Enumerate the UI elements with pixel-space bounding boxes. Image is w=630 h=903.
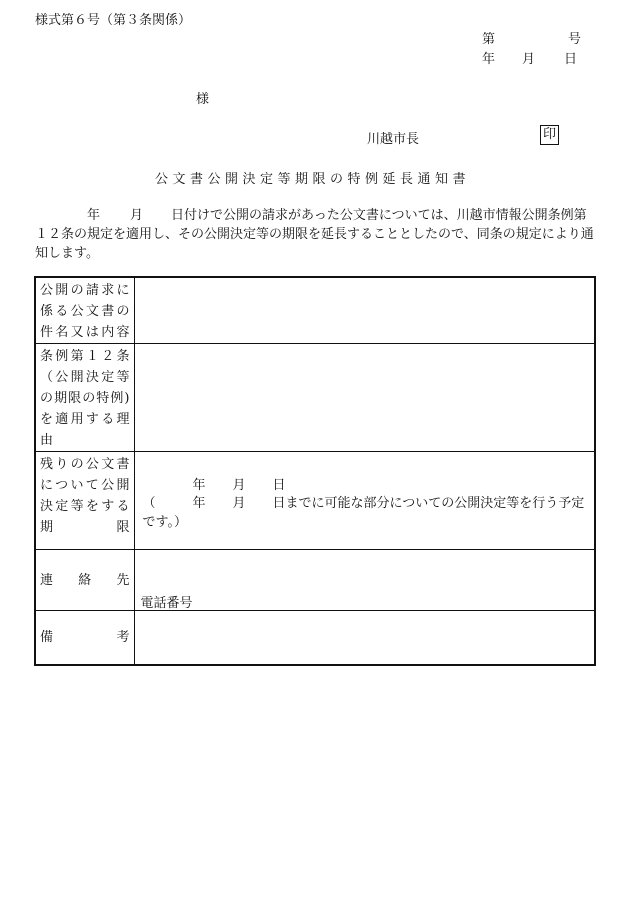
document-subject-field[interactable]	[134, 277, 595, 344]
phone-label: 電話番号	[140, 596, 193, 611]
issue-date-line	[482, 48, 577, 67]
date-month: 月	[522, 52, 536, 67]
row-label-extension-reason: 条例第１２条 （公開決定等 の期限の特例) を適用する理由	[35, 344, 134, 452]
issuer-title: 川越市長	[367, 132, 420, 147]
deadline-partial-text: （ 年 月 日までに可能な部分についての公開決定等を行う予定です。）	[142, 496, 585, 530]
document-number-line	[482, 28, 581, 47]
table-row	[35, 611, 595, 666]
body-text: 日付けで公開の請求があった公文書については、川越市情報公開条例第１２条の規定を適用し、その公開決定等の期限を延長することとしたので、同条の規定により通知します。	[35, 208, 594, 261]
deadline-field[interactable]	[134, 452, 595, 550]
notice-table	[34, 276, 596, 666]
extension-reason-field[interactable]	[134, 344, 595, 452]
row-label-deadline: 残りの公文書 について公開 決定等をする 期 限	[35, 452, 134, 550]
row-label-document-subject: 公開の請求に 係る公文書の 件名又は内容	[35, 277, 134, 344]
number-prefix: 第	[482, 32, 496, 47]
deadline-date: 年 月 日	[192, 478, 286, 493]
form-number-label: 様式第６号（第３条関係）	[35, 13, 192, 28]
table-row	[35, 344, 595, 452]
number-suffix: 号	[568, 32, 582, 47]
body-month: 月	[130, 208, 144, 223]
row-label-contact: 連 絡 先	[35, 550, 134, 611]
notice-body	[35, 206, 598, 263]
body-year: 年	[87, 208, 101, 223]
date-day: 日	[564, 52, 578, 67]
row-label-remarks: 備 考	[35, 611, 134, 666]
contact-field[interactable]	[134, 550, 595, 611]
document-title: 公文書公開決定等期限の特例延長通知書	[155, 172, 471, 187]
table-row	[35, 452, 595, 550]
remarks-field[interactable]	[134, 611, 595, 666]
seal-stamp-box: 印	[540, 125, 559, 145]
recipient-honorific: 様	[196, 92, 210, 107]
table-row	[35, 277, 595, 344]
table-row	[35, 550, 595, 611]
date-year: 年	[482, 52, 496, 67]
